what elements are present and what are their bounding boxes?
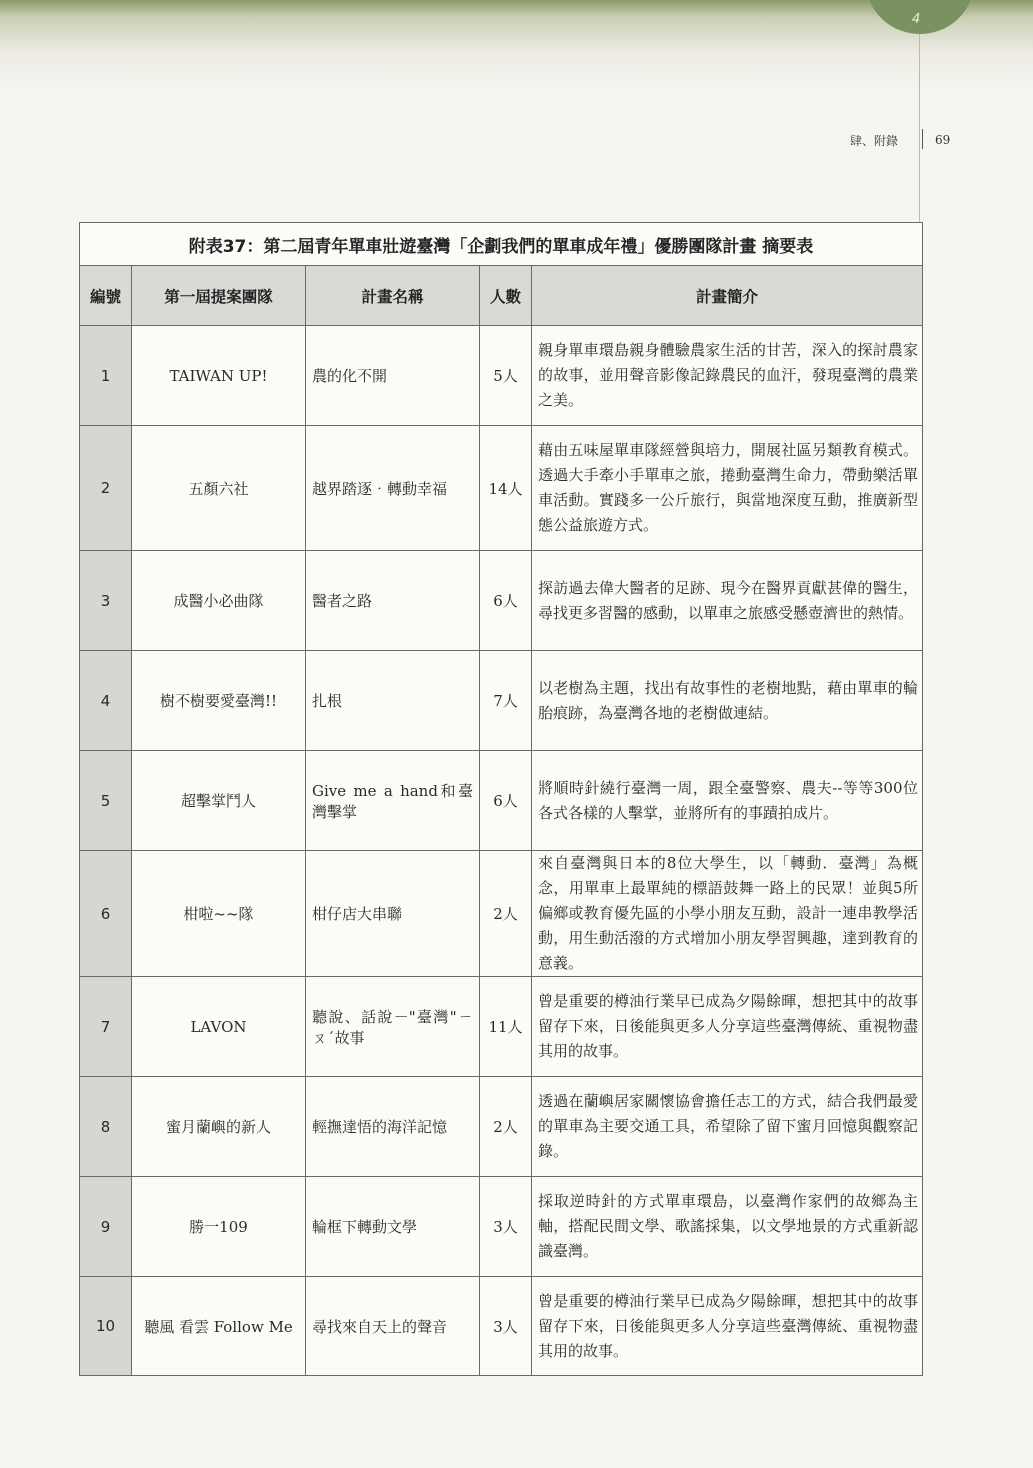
table-row [80, 1077, 923, 1177]
team-name: 蜜月蘭嶼的新人 [132, 1077, 306, 1177]
team-name: 超擊掌鬥人 [132, 751, 306, 851]
plan-name: 輪框下轉動文學 [306, 1177, 480, 1277]
row-number: 3 [80, 551, 132, 651]
table-row [80, 977, 923, 1077]
plan-name: 扎根 [306, 651, 480, 751]
people-count: 2人 [480, 851, 532, 977]
plan-description: 來自臺灣與日本的8位大學生，以「轉動．臺灣」為概念，用單車上最單純的標語鼓舞一路上的民眾！並與5所偏鄉或教育優先區的小學小朋友互動，設計一連串教學活動，用生動活潑的方式增加小朋友學習興趣，達到教育的意義。 [532, 851, 923, 977]
plan-name: 農的化不開 [306, 326, 480, 426]
table-row [80, 1277, 923, 1376]
team-name: 聽風 看雲 Follow Me [132, 1277, 306, 1376]
row-number: 6 [80, 851, 132, 977]
plan-description: 探訪過去偉大醫者的足跡、現今在醫界貢獻甚偉的醫生，尋找更多習醫的感動，以單車之旅感受懸壺濟世的熱情。 [532, 551, 923, 651]
summary-table [79, 222, 923, 1376]
people-count: 5人 [480, 326, 532, 426]
margin-rule [919, 34, 920, 224]
plan-name: 聽說、話說－"臺灣"ㄧㄡˊ故事 [306, 977, 480, 1077]
table-header-row [80, 266, 923, 326]
table-caption: 附表37：第二屆青年單車壯遊臺灣「企劃我們的單車成年禮」優勝團隊計畫 摘要表 [80, 223, 923, 266]
chapter-number: 4 [912, 12, 921, 27]
column-header-description: 計畫簡介 [532, 266, 923, 326]
plan-description: 曾是重要的樽油行業早已成為夕陽餘暉，想把其中的故事留存下來，日後能與更多人分享這些臺灣傳統、重視物盡其用的故事。 [532, 977, 923, 1077]
plan-name: 柑仔店大串聯 [306, 851, 480, 977]
people-count: 6人 [480, 751, 532, 851]
team-name: TAIWAN UP! [132, 326, 306, 426]
table-row [80, 651, 923, 751]
row-number: 1 [80, 326, 132, 426]
people-count: 14人 [480, 426, 532, 551]
row-number: 10 [80, 1277, 132, 1376]
plan-description: 藉由五味屋單車隊經營與培力，開展社區另類教育模式。透過大手牽小手單車之旅，捲動臺灣生命力，帶動樂活單車活動。實踐多一公斤旅行，與當地深度互動，推廣新型態公益旅遊方式。 [532, 426, 923, 551]
plan-name: 尋找來自天上的聲音 [306, 1277, 480, 1376]
header-separator [922, 129, 923, 149]
people-count: 7人 [480, 651, 532, 751]
row-number: 4 [80, 651, 132, 751]
team-name: 勝一109 [132, 1177, 306, 1277]
people-count: 3人 [480, 1277, 532, 1376]
team-name: 樹不樹要愛臺灣!! [132, 651, 306, 751]
people-count: 6人 [480, 551, 532, 651]
row-number: 7 [80, 977, 132, 1077]
team-name: LAVON [132, 977, 306, 1077]
people-count: 2人 [480, 1077, 532, 1177]
table-row [80, 851, 923, 977]
table-row [80, 551, 923, 651]
plan-description: 將順時針繞行臺灣一周，跟全臺警察、農夫--等等300位各式各樣的人擊掌，並將所有的事蹟拍成片。 [532, 751, 923, 851]
row-number: 8 [80, 1077, 132, 1177]
column-header-no: 編號 [80, 266, 132, 326]
team-name: 五顏六社 [132, 426, 306, 551]
page-number: 69 [935, 133, 951, 147]
row-number: 5 [80, 751, 132, 851]
table-row [80, 326, 923, 426]
people-count: 11人 [480, 977, 532, 1077]
plan-description: 採取逆時針的方式單車環島，以臺灣作家們的故鄉為主軸，搭配民間文學、歌謠採集，以文學地景的方式重新認識臺灣。 [532, 1177, 923, 1277]
plan-description: 以老樹為主題，找出有故事性的老樹地點，藉由單車的輪胎痕跡，為臺灣各地的老樹做連結。 [532, 651, 923, 751]
team-name: 柑啦~~隊 [132, 851, 306, 977]
plan-name: 輕撫達悟的海洋記憶 [306, 1077, 480, 1177]
table-row [80, 426, 923, 551]
row-number: 9 [80, 1177, 132, 1277]
plan-name: Give me a hand和臺灣擊掌 [306, 751, 480, 851]
team-name: 成醫小必曲隊 [132, 551, 306, 651]
table-row [80, 1177, 923, 1277]
plan-description: 親身單車環島親身體驗農家生活的甘苦，深入的探討農家的故事，並用聲音影像記錄農民的血汗，發現臺灣的農業之美。 [532, 326, 923, 426]
plan-description: 曾是重要的樽油行業早已成為夕陽餘暉，想把其中的故事留存下來，日後能與更多人分享這些臺灣傳統、重視物盡其用的故事。 [532, 1277, 923, 1376]
table-row [80, 751, 923, 851]
plan-name: 醫者之路 [306, 551, 480, 651]
people-count: 3人 [480, 1177, 532, 1277]
plan-description: 透過在蘭嶼居家關懷協會擔任志工的方式，結合我們最愛的單車為主要交通工具，希望除了留下蜜月回憶與觀察記錄。 [532, 1077, 923, 1177]
column-header-people: 人數 [480, 266, 532, 326]
plan-name: 越界踏逐‧轉動幸福 [306, 426, 480, 551]
column-header-team: 第一屆提案團隊 [132, 266, 306, 326]
row-number: 2 [80, 426, 132, 551]
column-header-plan: 計畫名稱 [306, 266, 480, 326]
running-header-section: 肆、附錄 [850, 134, 899, 148]
